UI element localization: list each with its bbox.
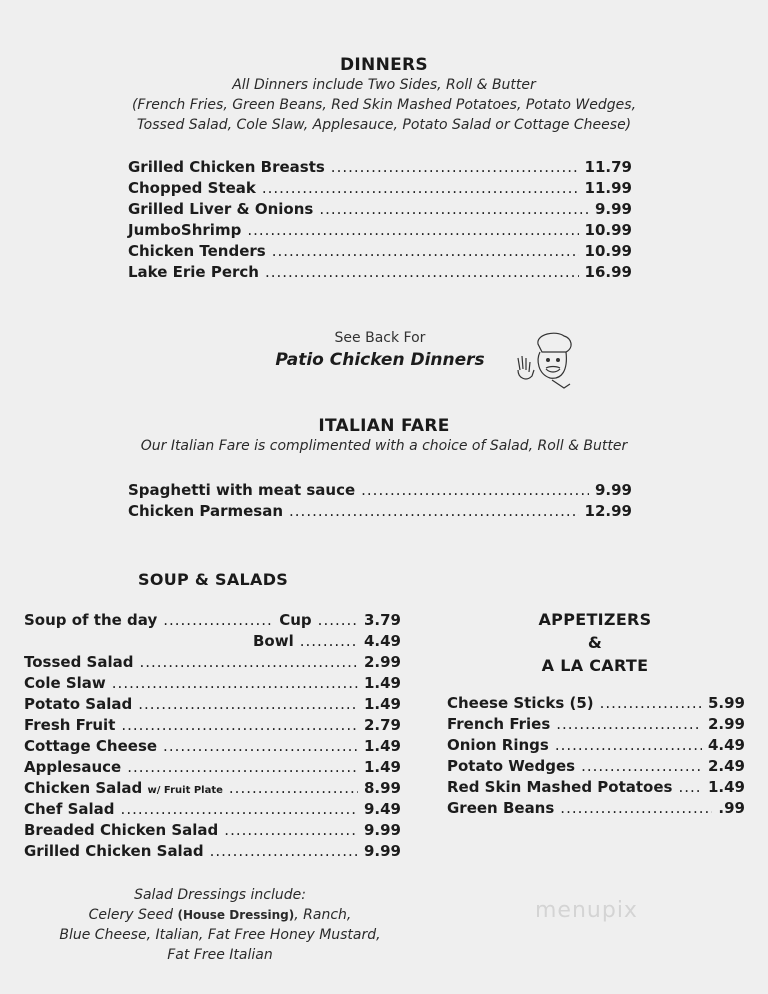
menu-item: Cole Slaw ..... 1.49: [24, 673, 401, 694]
italian-title: ITALIAN FARE: [318, 416, 450, 436]
menu-item: Potato Wedges ..... 2.49: [447, 756, 745, 777]
italian-subtitle: Our Italian Fare is complimented with a choice of Salad, Roll & Butter: [140, 438, 628, 454]
soup-cup-row: Soup of the day ..... Cup ..... 3.79: [24, 610, 401, 631]
soup-bowl-row: Bowl ..... 4.49: [24, 631, 401, 652]
dinners-header: [0, 55, 768, 135]
appetizers-title: APPETIZERS & A LA CARTE: [538, 610, 652, 675]
menu-item: Breaded Chicken Salad ..... 9.99: [24, 820, 401, 841]
menu-item: Chicken Parmesan ..... 12.99: [128, 501, 632, 522]
menu-item: Cottage Cheese ..... 1.49: [24, 736, 401, 757]
menu-item: Onion Rings ..... 4.49: [447, 735, 745, 756]
menu-item: Grilled Liver & Onions ..... 9.99: [128, 199, 632, 220]
salad-dressings: [20, 885, 420, 965]
menu-item: Spaghetti with meat sauce ..... 9.99: [128, 480, 632, 501]
menu-item: Chopped Steak ..... 11.99: [128, 178, 632, 199]
menu-item: Chef Salad ..... 9.49: [24, 799, 401, 820]
dressings-line3: Blue Cheese, Italian, Fat Free Honey Mustard,: [59, 927, 381, 943]
menu-item: Tossed Salad ..... 2.99: [24, 652, 401, 673]
appetizers-list: [447, 693, 745, 819]
promo-line2: Patio Chicken Dinners: [275, 350, 485, 370]
dinners-sides-line1: (French Fries, Green Beans, Red Skin Mashed Potatoes, Potato Wedges,: [131, 97, 637, 113]
menu-item: Fresh Fruit ..... 2.79: [24, 715, 401, 736]
menu-item: Chicken Salad w/ Fruit Plate ..... 8.99: [24, 778, 401, 799]
dressings-line2: Celery Seed (House Dressing), Ranch,: [88, 907, 352, 923]
dressings-heading: Salad Dressings include:: [134, 887, 306, 903]
chef-illustration-icon: [512, 330, 578, 390]
dinners-title: DINNERS: [340, 55, 428, 75]
dressings-line4: Fat Free Italian: [167, 947, 273, 963]
menu-item: Cheese Sticks (5) ..... 5.99: [447, 693, 745, 714]
soup-salads-title: SOUP & SALADS: [138, 570, 289, 589]
menu-item: JumboShrimp ..... 10.99: [128, 220, 632, 241]
menu-item: Green Beans ..... .99: [447, 798, 745, 819]
menu-item: Grilled Chicken Salad ..... 9.99: [24, 841, 401, 862]
dinners-list: [128, 157, 632, 283]
menu-item: French Fries ..... 2.99: [447, 714, 745, 735]
italian-list: [128, 480, 632, 522]
menu-item: Lake Erie Perch ..... 16.99: [128, 262, 632, 283]
dinners-subtitle: All Dinners include Two Sides, Roll & Butter: [232, 77, 536, 93]
promo-block: [260, 328, 500, 372]
soup-salads-list: [24, 610, 401, 862]
menu-item: Chicken Tenders ..... 10.99: [128, 241, 632, 262]
menu-item: Applesauce ..... 1.49: [24, 757, 401, 778]
menu-item: Potato Salad ..... 1.49: [24, 694, 401, 715]
house-dressing-note: (House Dressing): [177, 908, 295, 922]
watermark: menupix: [535, 898, 638, 923]
promo-line1: See Back For: [334, 330, 426, 346]
menu-item: Red Skin Mashed Potatoes ..... 1.49: [447, 777, 745, 798]
italian-header: [0, 416, 768, 456]
item-note: w/ Fruit Plate: [147, 785, 223, 796]
menu-item: Grilled Chicken Breasts ..... 11.79: [128, 157, 632, 178]
dinners-sides-line2: Tossed Salad, Cole Slaw, Applesauce, Potato Salad or Cottage Cheese): [136, 117, 632, 133]
